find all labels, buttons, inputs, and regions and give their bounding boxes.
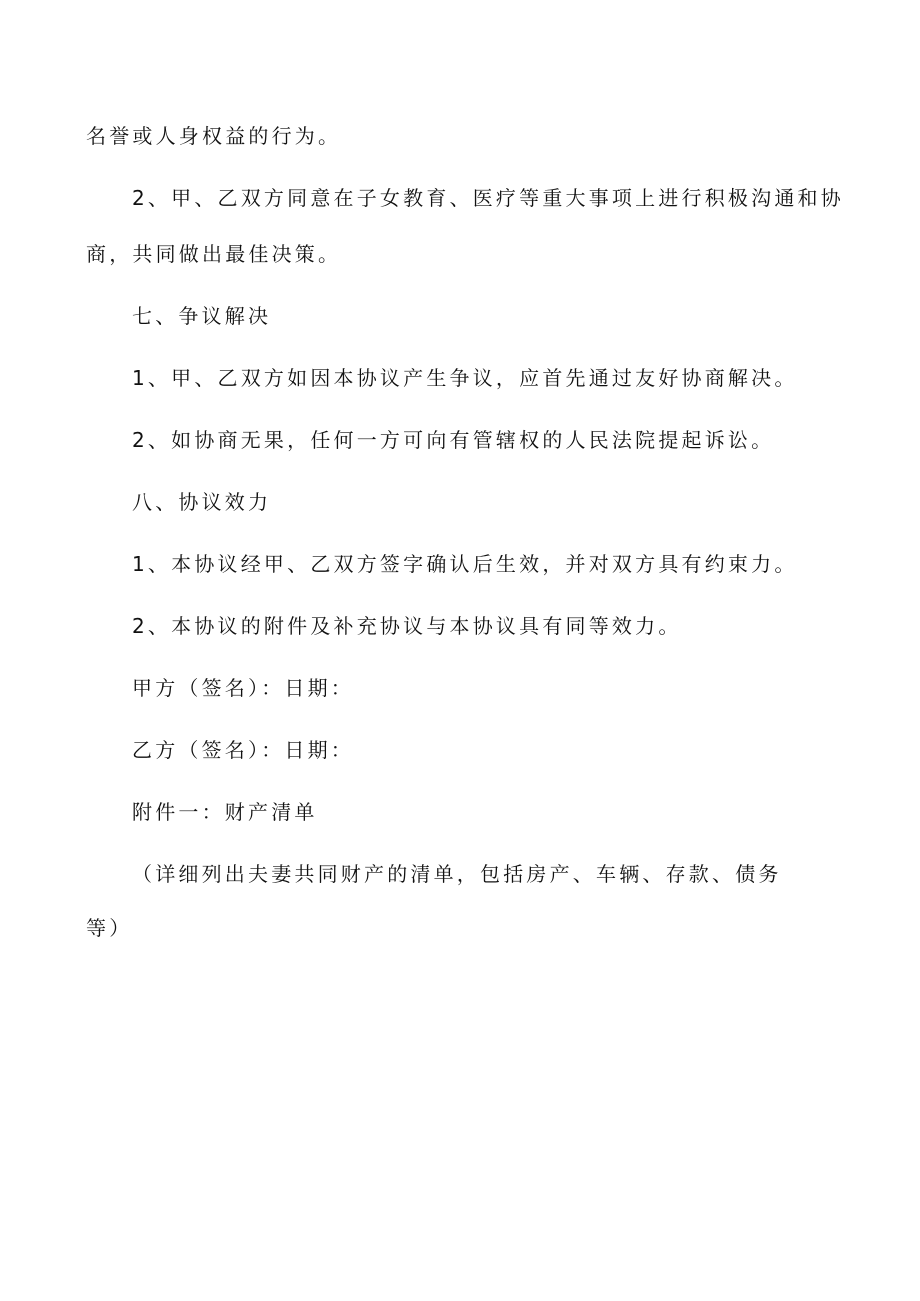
attachment-note-line-1: （详细列出夫妻共同财产的清单，包括房产、车辆、存款、债务 bbox=[132, 862, 782, 886]
section-8-heading: 八、协议效力 bbox=[132, 490, 272, 514]
clause-8-2: 2、本协议的附件及补充协议与本协议具有同等效力。 bbox=[132, 614, 682, 638]
continuation-text: 名誉或人身权益的行为。 bbox=[86, 124, 342, 148]
clause-8-1: 1、本协议经甲、乙双方签字确认后生效，并对双方具有约束力。 bbox=[132, 552, 798, 576]
clause-6-2-line-1: 2、甲、乙双方同意在子女教育、医疗等重大事项上进行积极沟通和协 bbox=[132, 186, 844, 210]
clause-6-2-line-2: 商，共同做出最佳决策。 bbox=[86, 242, 342, 266]
section-7-heading: 七、争议解决 bbox=[132, 304, 272, 328]
signature-party-b: 乙方（签名）：日期： bbox=[132, 738, 354, 762]
attachment-note-line-2: 等） bbox=[86, 916, 133, 940]
clause-7-2: 2、如协商无果，任何一方可向有管辖权的人民法院提起诉讼。 bbox=[132, 428, 775, 452]
attachment-title: 附件一：财产清单 bbox=[132, 800, 318, 824]
clause-7-1: 1、甲、乙双方如因本协议产生争议，应首先通过友好协商解决。 bbox=[132, 366, 798, 390]
signature-party-a: 甲方（签名）：日期： bbox=[132, 676, 354, 700]
